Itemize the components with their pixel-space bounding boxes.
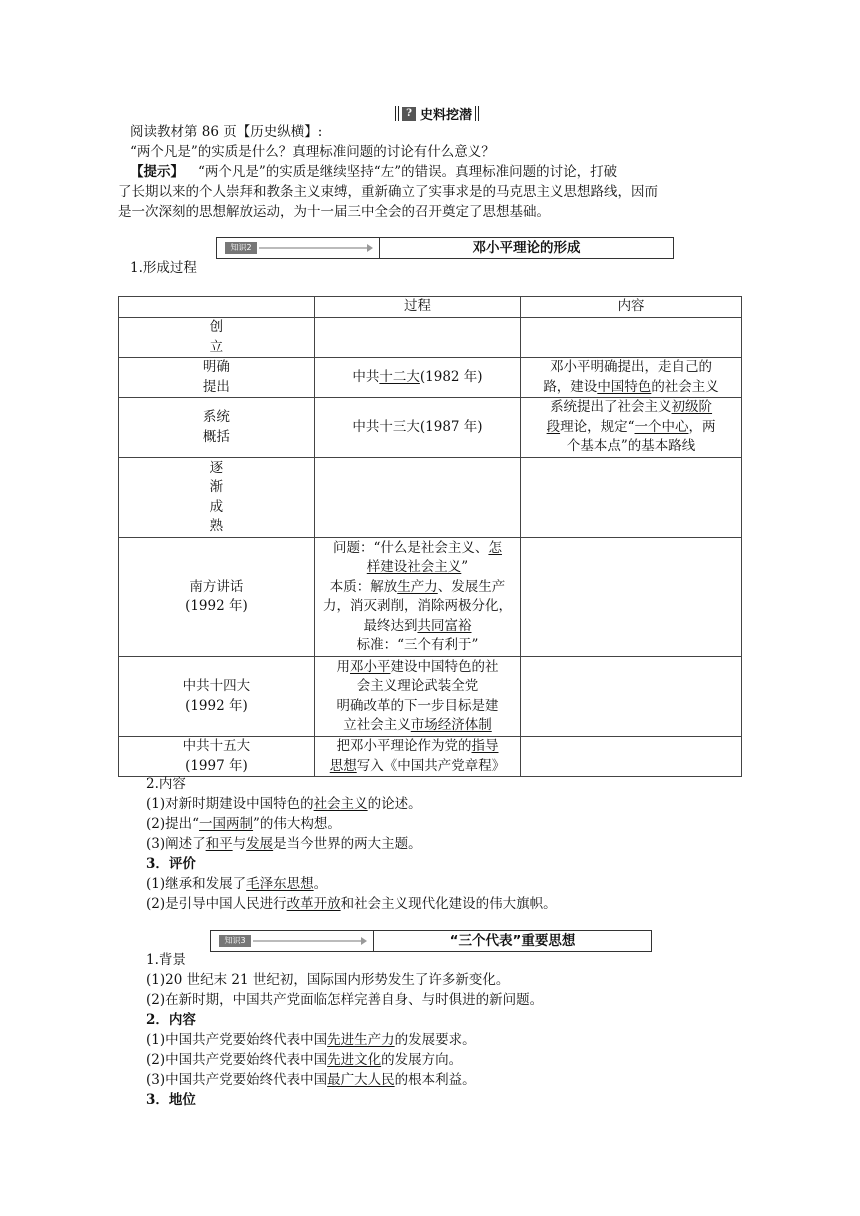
background-item-1: (1)20 世纪末 21 世纪初，国际国内形势发生了许多新变化。 [146, 972, 510, 988]
table-row: 中共十五大 (1997 年) 把邓小平理论作为党的指导 思想写入《中国共产党章程》 [119, 737, 742, 777]
background-item-2: (2)在新时期，中国共产党面临怎样完善自身、与时俱进的新问题。 [146, 992, 544, 1008]
content-title: 2.内容 [146, 776, 186, 792]
background-title: 1.背景 [146, 952, 186, 968]
header-process: 过程 [314, 297, 520, 318]
arrow-icon [253, 940, 363, 942]
position-title: 3．地位 [146, 1092, 196, 1108]
hint-label: 【提示】 [130, 164, 184, 180]
table-row: 逐 渐 成 熟 [119, 458, 742, 538]
content-item-3: (3)阐述了和平与发展是当今世界的两大主题。 [146, 836, 422, 852]
question-icon: ? [402, 107, 416, 121]
intro-line: 阅读教材第 86 页【历史纵横】: [130, 124, 323, 140]
section-heading [392, 104, 482, 123]
table-row: 明确 提出 中共十二大(1982 年) 邓小平明确提出，走自己的 路，建设中国特色的社会主义 [119, 358, 742, 398]
content3-item-2: (2)中国共产党要始终代表中国先进文化的发展方向。 [146, 1052, 463, 1068]
arrow-icon [259, 247, 369, 249]
content-title-3: 2．内容 [146, 1012, 196, 1028]
formation-table [118, 296, 742, 777]
hint-line-3: 是一次深刻的思想解放运动，为十一届三中全会的召开奠定了思想基础。 [118, 204, 550, 220]
knowledge-title-2: 邓小平理论的形成 [472, 240, 581, 256]
heading-bar-right [475, 106, 479, 121]
content-item-1: (1)对新时期建设中国特色的社会主义的论述。 [146, 796, 422, 812]
heading-bar-left [395, 106, 399, 121]
knowledge-box-2 [216, 237, 674, 259]
evaluation-title: 3．评价 [146, 856, 196, 872]
table-row: 中共十四大 (1992 年) 用邓小平建设中国特色的社 会主义理论武装全党 明确改革的下一步目标是建 立社会主义市场经济体制 [119, 657, 742, 737]
content3-item-1: (1)中国共产党要始终代表中国先进生产力的发展要求。 [146, 1032, 476, 1048]
table-header-row [119, 297, 742, 318]
hint-line-1: 【提示】 “两个凡是”的实质是继续坚持“左”的错误。真理标准问题的讨论，打破 [130, 164, 618, 180]
hint-line-2: 了长期以来的个人崇拜和教条主义束缚，重新确立了实事求是的马克思主义思想路线，因而 [118, 184, 658, 200]
content3-item-3: (3)中国共产党要始终代表中国最广大人民的根本利益。 [146, 1072, 476, 1088]
heading-title: 史料挖潜 [420, 108, 473, 123]
knowledge-box-3 [210, 930, 652, 952]
evaluation-item-2: (2)是引导中国人民进行改革开放和社会主义现代化建设的伟大旗帜。 [146, 896, 557, 912]
intro-question: “两个凡是”的实质是什么？真理标准问题的讨论有什么意义？ [130, 144, 495, 160]
subtitle-process: 1.形成过程 [130, 260, 197, 276]
knowledge-title-3: “三个代表”重要思想 [449, 933, 576, 949]
evaluation-item-1: (1)继承和发展了毛泽东思想。 [146, 876, 328, 892]
table-row: 系统 概括 中共十三大(1987 年) 系统提出了社会主义初级阶 段理论，规定“一个中心，两 个基本点”的基本路线 [119, 398, 742, 458]
header-content: 内容 [521, 297, 742, 318]
content-item-2: (2)提出“一国两制”的伟大构想。 [146, 816, 341, 832]
knowledge-tag-2: 知识2 [225, 242, 257, 254]
table-row: 创 立 [119, 318, 742, 358]
table-row: 南方讲话 (1992 年) 问题：“什么是社会主义、怎 样建设社会主义” 本质：解放生产力、发展生产 力，消灭剥削，消除两极分化， 最终达到共同富裕 标准：“三个有利于” [119, 538, 742, 657]
knowledge-tag-3: 知识3 [219, 935, 251, 947]
